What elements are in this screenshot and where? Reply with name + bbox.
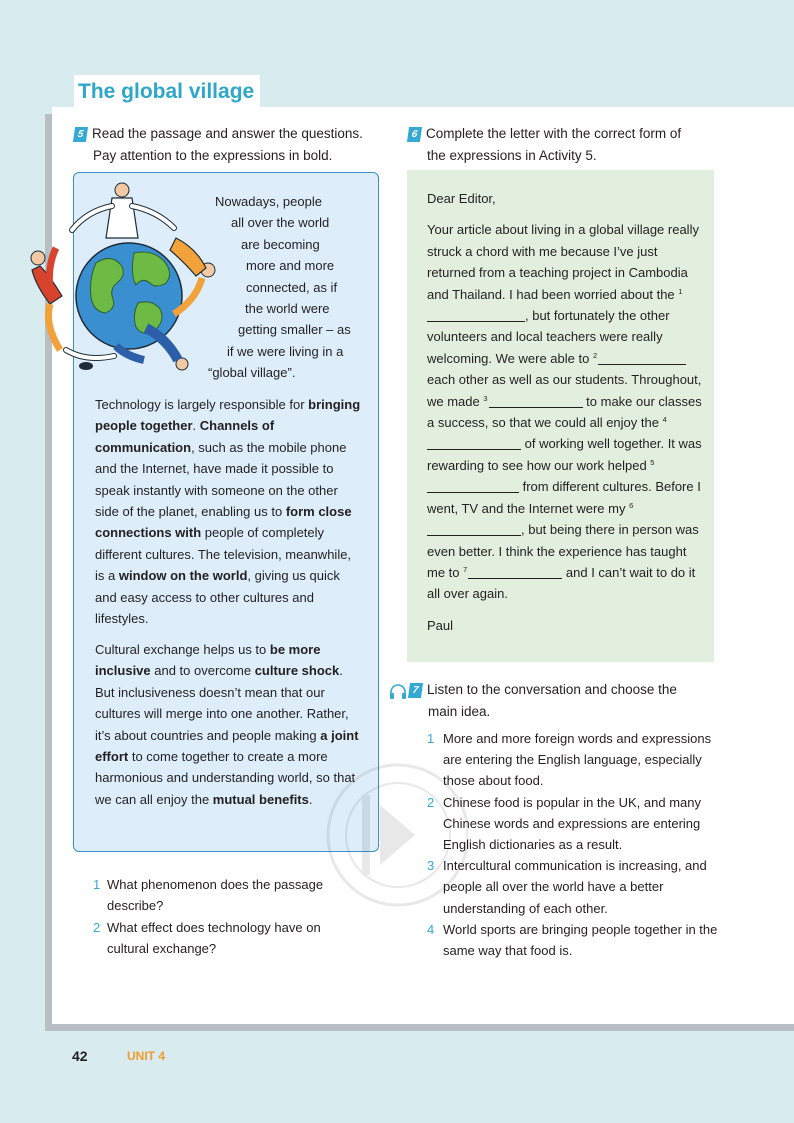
option-item[interactable] [427, 792, 722, 856]
paragraph-text: Technology is largely responsible for [95, 397, 309, 412]
letter-signature: Paul [427, 617, 454, 633]
bold-expression: bringing people together [95, 397, 361, 434]
activity7-options [427, 728, 722, 961]
headphones-icon[interactable] [389, 684, 407, 700]
letter-text: to make our classes a success, so that we could all enjoy the [427, 393, 702, 431]
answer-blank-4[interactable] [427, 437, 521, 450]
activity5-instruction-line1: Read the passage and answer the questions. [92, 126, 363, 141]
blank-number: 1 [678, 286, 683, 296]
activity6-instruction [408, 123, 738, 167]
intro-line: getting smaller – as [238, 322, 351, 338]
answer-blank-7[interactable] [468, 566, 562, 579]
option-item[interactable] [427, 919, 722, 961]
activity7-instruction-line1: Listen to the conversation and choose the [427, 682, 677, 697]
answer-blank-1[interactable] [427, 309, 525, 322]
question-number: 2 [93, 919, 101, 935]
passage-paragraph-1 [95, 394, 361, 629]
activity6-instruction-line2: the expressions in Activity 5. [427, 148, 597, 163]
intro-line: are becoming [241, 236, 320, 252]
intro-line: connected, as if [246, 279, 338, 295]
option-text: World sports are bringing people together in the same way that food is. [443, 921, 718, 959]
page-title: The global village [74, 75, 260, 108]
letter-text: Your article about living in a global village really struck a chord with me because I’ve just returned from a teaching project in Cambodia and Thailand. I had been worried about the [427, 222, 699, 302]
letter-text: and I can’t wait to do it all over again. [427, 564, 696, 602]
bold-expression: form close connections with [95, 504, 352, 541]
option-item[interactable] [427, 855, 722, 919]
activity7-badge: 7 [408, 683, 423, 698]
question-text: What phenomenon does the passage describe? [107, 877, 324, 914]
bold-expression: be more inclusive [95, 642, 321, 679]
paragraph-text: . But inclusiveness doesn’t mean that our cultures will merge into one another. Rather, it’s about countries and people making [95, 663, 349, 743]
bold-expression: Channels of communication [95, 418, 275, 455]
activity5-questions [93, 874, 353, 960]
option-text: More and more foreign words and expressions are entering the English language, especially those about food. [443, 731, 712, 789]
paragraph-text: to come together to create a more harmonious and understanding world, so that we can all enjoy the [95, 749, 356, 807]
question-item [93, 917, 353, 960]
intro-line: Nowadays, people [215, 194, 322, 209]
activity6-instruction-line1: Complete the letter with the correct form of [426, 126, 682, 141]
question-number: 1 [93, 877, 101, 892]
option-text: Chinese food is popular in the UK, and many Chinese words and expressions are entering English dictionaries as a result. [443, 794, 701, 853]
answer-blank-2[interactable] [598, 352, 686, 365]
option-number: 1 [427, 731, 435, 746]
blank-number: 4 [662, 415, 667, 425]
letter-text: , but fortunately the other volunteers and local teachers were really welcoming. We were able to [427, 308, 670, 366]
bold-expression: a joint effort [95, 727, 359, 765]
activity5-instruction-line2: Pay attention to the expressions in bold. [93, 148, 333, 163]
letter-text: each other as well as our students. Throughout, we made [427, 372, 702, 409]
unit-label: UNIT 4 [127, 1049, 166, 1063]
letter [427, 188, 707, 646]
intro-line: all over the world [231, 215, 330, 231]
paragraph-text: Cultural exchange helps us to [95, 642, 270, 657]
activity5-badge: 5 [73, 127, 88, 142]
page-number: 42 [72, 1048, 88, 1064]
intro-line: the world were [245, 301, 330, 317]
question-text: What effect does technology have on cultural exchange? [107, 919, 321, 957]
activity5-instruction [74, 123, 384, 167]
option-text: Intercultural communication is increasing, and people all over the world have a better understanding of each other. [443, 858, 707, 916]
letter-text: from different cultures. Before I went, TV and the Internet were my [427, 479, 701, 516]
bold-expression: culture shock [254, 663, 340, 679]
option-item[interactable] [427, 728, 722, 792]
blank-number: 2 [592, 350, 598, 360]
paragraph-text: . [192, 418, 200, 434]
bold-expression: window on the world [118, 568, 248, 584]
letter-text: of working well together. It was rewarding to see how our work helped [427, 436, 702, 473]
intro-line: if we were living in a [227, 343, 344, 359]
option-number: 4 [427, 921, 435, 937]
blank-number: 5 [650, 457, 655, 467]
letter-body [427, 219, 707, 604]
paragraph-text: , giving us quick and easy access to other cultures and lifestyles. [95, 568, 340, 627]
bold-expression: mutual benefits [212, 791, 309, 807]
paragraph-text: , such as the mobile phone and the Internet, have made it possible to speak instantly with someone on the other side of the planet, enabling us to [95, 439, 347, 520]
people-around-globe-illustration [26, 178, 216, 378]
intro-line: more and more [246, 258, 335, 274]
blank-number: 3 [483, 393, 488, 403]
letter-greeting: Dear Editor, [427, 191, 496, 206]
option-number: 2 [427, 794, 435, 810]
passage-intro [200, 191, 360, 384]
activity7-instruction-line2: main idea. [428, 704, 491, 719]
activity7-instruction [409, 679, 729, 723]
answer-blank-6[interactable] [427, 523, 521, 536]
blank-number: 7 [463, 564, 468, 574]
question-item [93, 874, 353, 917]
paragraph-text: people of completely different cultures. The television, meanwhile, is a [95, 525, 352, 584]
letter-text: , but being there in person was even better. I think the experience has taught me to [427, 522, 699, 580]
blank-number: 6 [629, 500, 634, 510]
paragraph-text: . [308, 791, 313, 807]
answer-blank-5[interactable] [427, 480, 519, 493]
activity6-badge: 6 [407, 127, 422, 142]
intro-line: “global village”. [208, 365, 296, 381]
paragraph-text: and to overcome [150, 663, 255, 679]
option-number: 3 [427, 858, 435, 874]
answer-blank-3[interactable] [489, 395, 583, 408]
